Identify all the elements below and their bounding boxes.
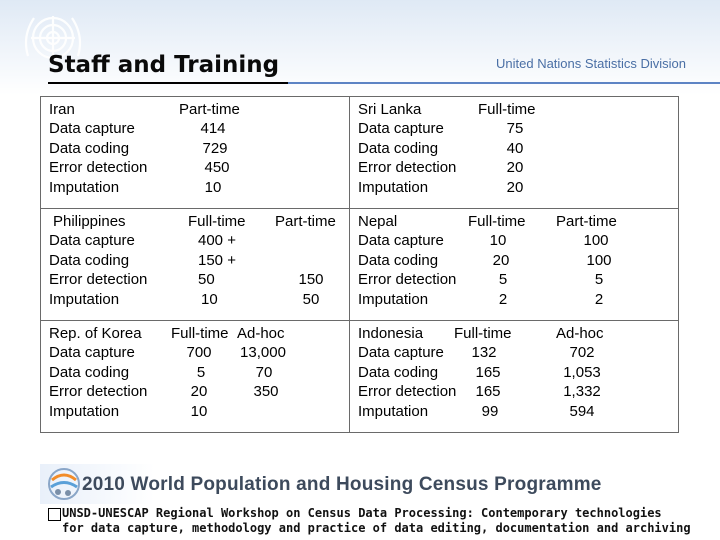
country-name: Philippines	[53, 213, 126, 230]
staff-value: 450	[204, 159, 230, 176]
staff-table	[40, 96, 679, 433]
task-label: Data coding	[49, 252, 130, 269]
staff-value: 165	[475, 383, 501, 400]
staff-value: 5	[594, 271, 604, 288]
staff-value: 414	[200, 120, 226, 137]
column-header: Part-time	[179, 101, 240, 118]
staff-value: 50	[302, 291, 320, 308]
country-cell-philippines	[41, 209, 350, 321]
country-name: Sri Lanka	[358, 101, 422, 118]
column-header: Full-time	[478, 101, 536, 118]
task-label: Data capture	[358, 344, 444, 361]
staff-value: 10	[204, 179, 222, 196]
task-label: Imputation	[49, 403, 120, 420]
slide-title: Staff and Training	[48, 52, 280, 78]
task-label: Imputation	[358, 403, 429, 420]
staff-value: 150	[298, 271, 324, 288]
staff-value: 400 +	[198, 232, 236, 249]
task-label: Data capture	[358, 120, 444, 137]
staff-value: 2	[498, 291, 508, 308]
staff-value: 1,053	[563, 364, 601, 381]
column-header: Full-time	[171, 325, 229, 342]
column-header: Full-time	[188, 213, 246, 230]
staff-value: 132	[471, 344, 497, 361]
header-band	[0, 0, 720, 95]
staff-value: 729	[202, 140, 228, 157]
staff-value: 99	[481, 403, 499, 420]
census-banner-text: 2010 World Population and Housing Census Programme	[82, 474, 602, 495]
country-name: Nepal	[358, 213, 398, 230]
column-header: Part-time	[556, 213, 617, 230]
country-cell-iran	[41, 97, 350, 209]
staff-value: 594	[569, 403, 595, 420]
column-header: Full-time	[468, 213, 526, 230]
staff-value: 20	[506, 179, 524, 196]
task-label: Data capture	[358, 232, 444, 249]
column-header: Part-time	[275, 213, 336, 230]
task-label: Data capture	[49, 344, 135, 361]
task-label: Imputation	[49, 291, 120, 308]
staff-value: 350	[253, 383, 279, 400]
task-label: Error detection	[358, 271, 457, 288]
table-row	[41, 209, 679, 321]
column-header: Ad-hoc	[237, 325, 285, 342]
task-label: Data coding	[358, 140, 439, 157]
country-cell-nepal	[350, 209, 679, 321]
staff-value: 10	[489, 232, 507, 249]
footer-bullet-icon	[48, 508, 61, 521]
staff-value: 100	[583, 232, 609, 249]
staff-value: 100	[586, 252, 612, 269]
staff-value: 10	[201, 291, 218, 308]
country-name: Indonesia	[358, 325, 424, 342]
staff-value: 20	[506, 159, 524, 176]
staff-value: 165	[475, 364, 501, 381]
staff-value: 20	[492, 252, 510, 269]
task-label: Data coding	[358, 252, 439, 269]
task-label: Error detection	[49, 383, 148, 400]
staff-value: 702	[569, 344, 595, 361]
staff-value: 13,000	[240, 344, 286, 361]
country-cell-korea	[41, 321, 350, 433]
column-header: Ad-hoc	[556, 325, 604, 342]
staff-value: 2	[594, 291, 604, 308]
table-row	[41, 97, 679, 209]
country-cell-indonesia	[350, 321, 679, 433]
staff-value: 5	[196, 364, 206, 381]
staff-value: 5	[498, 271, 508, 288]
footer-line-1: UNSD-UNESCAP Regional Workshop on Census Data Processing: Contemporary technologies	[62, 506, 662, 520]
country-cell-sri-lanka	[350, 97, 679, 209]
staff-value: 150 +	[198, 252, 236, 269]
task-label: Data coding	[358, 364, 439, 381]
staff-value: 20	[190, 383, 208, 400]
census-globe-logo-icon	[46, 466, 82, 502]
task-label: Error detection	[49, 159, 148, 176]
task-label: Data coding	[49, 364, 130, 381]
table-row	[41, 321, 679, 433]
division-name: United Nations Statistics Division	[496, 56, 687, 71]
task-label: Imputation	[49, 179, 120, 196]
country-name: Iran	[49, 101, 75, 118]
task-label: Error detection	[358, 383, 457, 400]
staff-value: 75	[506, 120, 524, 137]
task-label: Data capture	[49, 232, 135, 249]
task-label: Error detection	[358, 159, 457, 176]
staff-value: 1,332	[563, 383, 601, 400]
footer-line-2: for data capture, methodology and practice of data editing, documentation and archiving	[62, 521, 691, 535]
country-name: Rep. of Korea	[49, 325, 142, 342]
census-programme-banner	[40, 464, 678, 504]
task-label: Imputation	[358, 291, 429, 308]
staff-value: 50	[198, 271, 215, 288]
title-underline	[48, 82, 288, 84]
task-label: Error detection	[49, 271, 148, 288]
staff-value: 700	[186, 344, 212, 361]
task-label: Data capture	[49, 120, 135, 137]
footer-caption	[62, 506, 702, 536]
task-label: Data coding	[49, 140, 130, 157]
staff-value: 70	[255, 364, 273, 381]
staff-value: 40	[506, 140, 524, 157]
header-rule	[288, 82, 720, 84]
task-label: Imputation	[358, 179, 429, 196]
column-header: Full-time	[454, 325, 512, 342]
staff-value: 10	[190, 403, 208, 420]
